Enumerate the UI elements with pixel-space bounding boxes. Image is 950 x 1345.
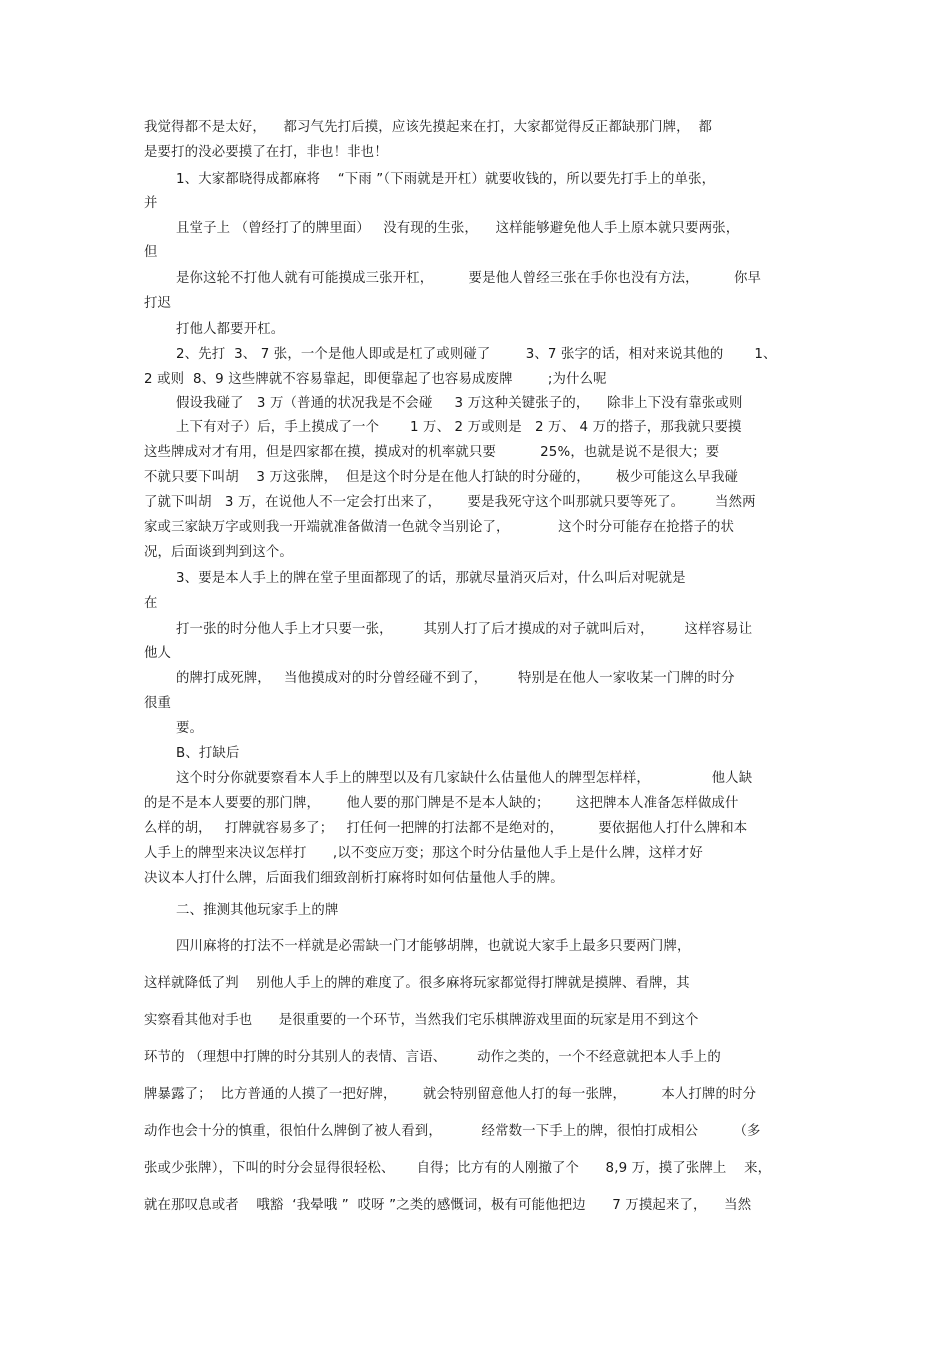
text-line: 四川麻将的打法不一样就是必需缺一门才能够胡牌，也就说大家手上最多只要两门牌， [176, 939, 691, 954]
text-line: 的牌打成死牌， 当他摸成对的时分曾经碰不到了， 特别是在他人一家收某一门牌的时分 [176, 671, 735, 686]
text-line: 人手上的牌型来决议怎样打 ,以不变应万变；那这个时分估量他人手上是什么牌，这样才好 [144, 846, 703, 861]
text-line: 张或少张牌），下叫的时分会显得很轻松、 自得；比方有的人刚撤了个 8,9 万，摸了张牌上 来， [144, 1161, 772, 1176]
text-line: 2、先打 3、 7 张，一个是他人即或是杠了或则碰了 3、7 张字的话，相对来说其他的 1、 [176, 347, 777, 362]
text-line: B、打缺后 [176, 746, 240, 761]
text-line: 很重 [144, 696, 172, 711]
text-line: 打迟 [144, 296, 172, 311]
text-line: 这个时分你就要察看本人手上的牌型以及有几家缺什么估量他人的牌型怎样样， 他人缺 [176, 771, 753, 786]
text-line: 且堂子上 （曾经打了的牌里面） 没有现的生张， 这样能够避免他人手上原本就只要两张， [176, 221, 740, 236]
text-line: 是要打的没必要摸了在打，非也！非也！ [144, 145, 388, 160]
text-line: 这样就降低了判 别他人手上的牌的难度了。很多麻将玩家都觉得打牌就是摸牌、看牌，其 [144, 976, 690, 991]
text-line: 2 或则 8、9 这些牌就不容易靠起，即便靠起了也容易成废牌 ;为什么呢 [144, 372, 607, 387]
text-line: 他人 [144, 646, 172, 661]
text-line: 环节的 （理想中打牌的时分其别人的表情、言语、 动作之类的，一个不经意就把本人手上的 [144, 1050, 721, 1065]
text-line: 家或三家缺万字或则我一开端就准备做清一色就令当别论了， 这个时分可能存在抢搭子的状 [144, 520, 735, 535]
text-line: 么样的胡， 打牌就容易多了； 打任何一把牌的打法都不是绝对的， 要依据他人打什么牌和本 [144, 821, 748, 836]
text-line: 假设我碰了 3 万（普通的状况我是不会碰 3 万这种关键张子的， 除非上下没有靠张或则 [176, 396, 743, 411]
text-line: 了就下叫胡 3 万，在说他人不一定会打出来了， 要是我死守这个叫那就只要等死了。 当然两 [144, 495, 756, 510]
text-line: 就在那叹息或者 哦豁 ‘我晕哦 ” 哎呀 ”之类的感慨词，极有可能他把边 7 万摸起来了， 当然 [144, 1198, 752, 1213]
text-line: 实察看其他对手也 是很重要的一个环节，当然我们宅乐棋牌游戏里面的玩家是用不到这个 [144, 1013, 699, 1028]
text-line: 这些牌成对才有用，但是四家都在摸，摸成对的机率就只要 25%，也就是说不是很大；要 [144, 445, 720, 460]
text-line: 动作也会十分的慎重，很怕什么牌倒了被人看到， 经常数一下手上的牌，很怕打成相公 （多 [144, 1124, 761, 1139]
section-heading: 二、推测其他玩家手上的牌 [176, 903, 339, 918]
text-line: 我觉得都不是太好， 都习气先打后摸，应该先摸起来在打，大家都觉得反正都缺那门牌， 都 [144, 120, 713, 135]
text-line: 3、要是本人手上的牌在堂子里面都现了的话，那就尽量消灭后对，什么叫后对呢就是 [176, 571, 686, 586]
text-line: 的是不是本人要要的那门牌， 他人要的那门牌是不是本人缺的； 这把牌本人准备怎样做成什 [144, 796, 739, 811]
text-line: 不就只要下叫胡 3 万这张牌， 但是这个时分是在他人打缺的时分碰的， 极少可能这么早我碰 [144, 470, 739, 485]
text-line: 并 [144, 196, 158, 211]
text-line: 牌暴露了； 比方普通的人摸了一把好牌， 就会特别留意他人打的每一张牌， 本人打牌的时分 [144, 1087, 757, 1102]
text-line: 决议本人打什么牌，后面我们细致剖析打麻将时如何估量他人手的牌。 [144, 871, 564, 886]
text-line: 要。 [176, 721, 204, 736]
text-line: 打他人都要开杠。 [176, 322, 285, 337]
text-line: 在 [144, 596, 158, 611]
text-line: 上下有对子）后，手上摸成了一个 1 万、 2 万或则是 2 万、 4 万的搭子，那我就只要摸 [176, 420, 742, 435]
text-line: 况，后面谈到判到这个。 [144, 545, 293, 560]
text-line: 但 [144, 245, 158, 260]
text-line: 1、大家都晓得成都麻将 “下雨 ”（下雨就是开杠）就要收钱的，所以要先打手上的单张， [176, 172, 716, 187]
text-line: 打一张的时分他人手上才只要一张， 其别人打了后才摸成的对子就叫后对， 这样容易让 [176, 622, 753, 637]
text-line: 是你这轮不打他人就有可能摸成三张开杠， 要是他人曾经三张在手你也没有方法， 你早 [176, 271, 762, 286]
